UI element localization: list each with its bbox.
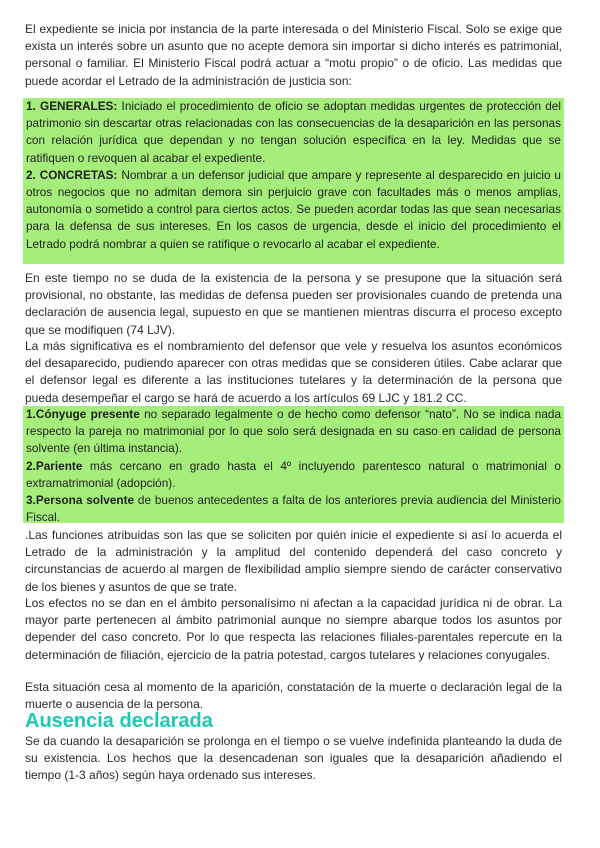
paragraph-intro: El expediente se inicia por instancia de la parte interesada o del Ministerio Fiscal. Solo se exige que exista un interés sobre un asunto que no acepte demora sin importar si dicho interés es patrimonial, personal o familiar. El Ministerio Fiscal podrá actuar a “motu propio” o de oficio. Las medidas que puede acordar el Letrado de la administración de justicia son: [25, 22, 562, 88]
defensor-pariente-num: 2. [26, 458, 36, 473]
paragraph-ausencia-declarada: Se da cuando la desaparición se prolonga en el tiempo o se vuelve indefinida planteando la duda de su existencia. Los hechos que la desencadenan son iguales que la desaparición añadiendo el tiempo (1-3 años) según haya ordenado sus intereses. [25, 734, 562, 783]
measure-generales [26, 98, 561, 167]
defensor-solvente-label: Persona solvente [35, 493, 135, 508]
paragraph-efectos: Los efectos no se dan en el ámbito personalísimo ni afectan a la capacidad jurídica ni de obrar. La mayor parte pertenecen al ámbito patrimonial aunque no siempre abarque todos los asuntos por depender del caso concreto. Por lo que respecta las relaciones filiales-parentales repercute en la determinación de filiación, ejercicio de la patria potestad, cargos tutelares y relaciones conyugales. [25, 596, 562, 662]
measure-generales-text: Iniciado el procedimiento de oficio se adoptan medidas urgentes de protección del patrimonio sin descartar otras relacionadas con las consecuencias de la desaparición en las personas con relación jurídica que dependan y no tengan solución específica en la ley. Medidas que se ratifiquen o revoquen al acabar el expediente. [26, 99, 561, 165]
paragraph-provisional: En este tiempo no se duda de la existencia de la persona y se presupone que la situación será provisional, no obstante, las medidas de defensa pueden ser provisionales cuando de pretenda una declaración de ausencia legal, supuesto en que se mantienen mientras discurra el proceso excepto que se modifiquen (74 LJV). [25, 271, 562, 337]
defensor-conyuge-num: 1. [26, 407, 36, 421]
measure-concretas [26, 167, 561, 253]
defensor-pariente-text: más cercano en grado hasta el 4º incluyendo parentesco natural o matrimonial o extramatrimonial (adopción). [26, 458, 561, 490]
paragraph-defensor: La más significativa es el nombramiento del defensor que vele y resuelva los asuntos económicos del desaparecido, pudiendo aparecer con otras medidas que se consideren útiles. Cabe aclarar que el defensor legal es diferente a las instituciones tutelares y la determinación de la persona que pueda desempeñar el cargo se hará de acuerdo a los artículos 69 LJC y 181.2 CC. [25, 339, 562, 405]
section-heading: Ausencia declarada [25, 710, 213, 732]
highlight-box-measures [23, 98, 564, 264]
measure-concretas-label: 2. CONCRETAS: [26, 167, 118, 182]
paragraph-funciones: .Las funciones atribuidas son las que se soliciten por quién inicie el expediente si así lo acuerda el Letrado de la administración y la amplitud del contenido dependerá del caso concreto y circunstancias de acuerdo al margen de flexibilidad amplio siempre siendo de carácter conservativo de los bienes y asuntos de que se trate. [25, 528, 562, 594]
paragraph-cese: Esta situación cesa al momento de la aparición, constatación de la muerte o declaración legal de la muerte o ausencia de la persona. [25, 680, 562, 712]
defensor-solvente-num: 3. [26, 493, 36, 508]
defensor-pariente [26, 458, 561, 492]
measure-concretas-text: Nombrar a un defensor judicial que ampare y represente al desparecido en juicio u otros negocios que no admitan demora sin perjuicio grave con facultades más o menos amplias, autonomía o sometido a control para ciertos actos. Se pueden acordar todas las que sean necesarias para la defensa de sus intereses. En los casos de urgencia, desde el inicio del procedimiento el Letrado podrá nombrar a quien se ratifique o revocarlo al acabar el expediente. [26, 167, 561, 251]
defensor-conyuge-label: Cónyuge presente [35, 407, 140, 421]
defensor-solvente [26, 492, 561, 526]
defensor-conyuge [26, 406, 561, 458]
defensor-conyuge-text: no separado legalmente o de hecho como defensor “nato”. No se indica nada respecto la pareja no matrimonial por lo que solo será designada en su caso en calidad de persona solvente (en última instancia). [26, 407, 562, 456]
measure-generales-label: 1. GENERALES: [26, 99, 118, 113]
defensor-solvente-text: de buenos antecedentes a falta de los anteriores previa audiencia del Ministerio Fiscal. [26, 493, 561, 525]
defensor-pariente-label: Pariente [35, 458, 83, 473]
highlight-box-defensor-order [23, 406, 564, 523]
